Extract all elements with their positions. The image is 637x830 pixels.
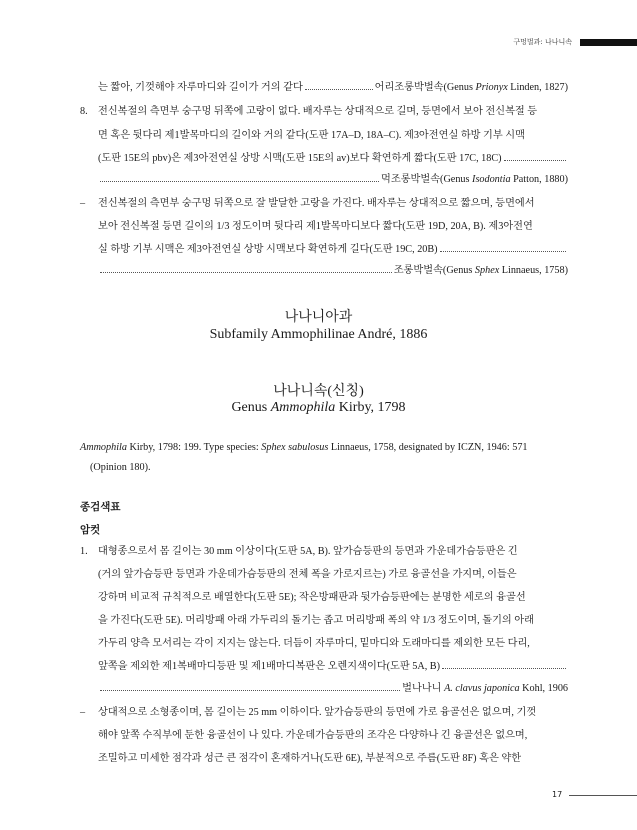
running-title: 구멍벌과: 나나니속	[513, 38, 572, 46]
leader-dots	[100, 272, 392, 273]
genus-citation: Ammophila Kirby, 1798: 199. Type species: Sphex sabulosus Linnaeus, 1758, designated by ICZN, 1946: 571	[80, 442, 528, 453]
leader-dots	[504, 160, 566, 161]
key-line: 는 짧아, 기껏해야 자루마디와 길이가 거의 같다 어리조롱박벌속(Genus Prionyx Linden, 1827)	[98, 82, 568, 93]
key-line: 조밀하고 미세한 점각과 성근 큰 점각이 혼재하거나(도판 6E), 부분적으로 주름(도판 8F) 혹은 약한	[98, 753, 522, 764]
key-heading: 종검색표	[80, 501, 121, 513]
key-line: 면 혹은 뒷다리 제1발목마디의 길이와 거의 같다(도판 17A–D, 18A–C). 제3아전연실 하방 기부 시맥	[98, 130, 525, 141]
genus-title-latin: Genus Ammophila Kirby, 1798	[231, 400, 406, 415]
running-header	[513, 37, 637, 47]
key-line	[98, 173, 568, 186]
key-item-number: 8.	[80, 106, 88, 117]
key-line: 상대적으로 소형종이며, 몸 길이는 25 mm 이하이다. 앞가슴등판의 등면에 가로 융골선은 없으며, 기껏	[98, 707, 537, 718]
key-item-number: 1.	[80, 546, 88, 557]
sex-heading: 암컷	[80, 524, 101, 536]
key-line: 강하며 비교적 규칙적으로 배열한다(도판 5E); 작은방패판과 뒷가슴등판에는 분명한 세로의 융골선	[98, 592, 526, 603]
key-item-number: –	[80, 707, 86, 718]
key-result: 벌나나니 A. clavus japonica Kohl, 1906	[402, 683, 568, 694]
key-line	[98, 264, 568, 277]
key-line: 가두리 양측 모서리는 각이 지지는 않는다. 더듬이 자루마디, 밑마디와 도래마디를 제외한 모든 다리,	[98, 638, 530, 649]
genus-citation-continued: (Opinion 180).	[90, 462, 151, 473]
key-item-number: –	[80, 198, 86, 209]
subfamily-title-korean: 나나니아과	[284, 310, 353, 325]
key-result: 먹조롱박벌속(Genus Isodontia Patton, 1880)	[381, 174, 568, 185]
leader-dots	[442, 668, 566, 669]
header-bar	[580, 39, 637, 46]
key-line: 실 하방 기부 시맥은 제3아전연실 상방 시맥보다 확연하게 길다(도판 19C, 20B)	[98, 243, 568, 256]
page-number: 17	[552, 790, 563, 799]
key-line	[98, 682, 568, 695]
subfamily-title-latin: Subfamily Ammophilinae André, 1886	[209, 327, 428, 342]
leader-dots	[440, 251, 566, 252]
leader-dots	[100, 181, 379, 182]
key-line: 전신복절의 측면부 숭구멍 뒤쪽으로 잘 발달한 고랑을 가진다. 배자루는 상대적으로 짧으며, 등면에서	[98, 198, 535, 209]
key-line: 보아 전신복절 등면 길이의 1/3 정도이며 뒷다리 제1발목마디보다 짧다(도판 19D, 20A, B). 제3아전연	[98, 221, 533, 232]
key-line: (도판 15E의 pbv)은 제3아전연실 상방 시맥(도판 15E의 av)보다 확연하게 짧다(도판 17C, 18C)	[98, 152, 568, 165]
key-line: (거의 앞가슴등판 등면과 가운데가슴등판의 전체 폭을 가로지르는) 가로 융골선을 가지며, 이들은	[98, 569, 517, 580]
leader-dots	[100, 690, 400, 691]
genus-title-korean: 나나니속(신칭)	[273, 384, 364, 399]
key-line: 해야 앞쪽 수직부에 둔한 융골선이 나 있다. 가운데가슴등판의 조각은 다양하나 긴 융골선은 없으며,	[98, 730, 528, 741]
key-result: 조롱박벌속(Genus Sphex Linnaeus, 1758)	[393, 265, 568, 276]
key-result: 어리조롱박벌속(Genus Prionyx Linden, 1827)	[374, 82, 568, 93]
footer-rule	[569, 795, 637, 796]
leader-dots	[305, 89, 373, 90]
key-line: 앞쪽을 제외한 제1복배마디등판 및 제1배마디복판은 오렌지색이다(도판 5A, B)	[98, 660, 568, 673]
key-line: 전신복절의 측면부 숭구멍 뒤쪽에 고랑이 없다. 배자루는 상대적으로 길며, 등면에서 보아 전신복절 등	[98, 106, 538, 117]
key-line: 을 가진다(도판 5E). 머리방패 아래 가두리의 돌기는 좁고 머리방패 폭의 약 1/3 정도이며, 돌기의 아래	[98, 615, 534, 626]
key-line: 대형종으로서 몸 길이는 30 mm 이상이다(도판 5A, B). 앞가슴등판의 등면과 가운데가슴등판은 긴	[98, 546, 518, 557]
